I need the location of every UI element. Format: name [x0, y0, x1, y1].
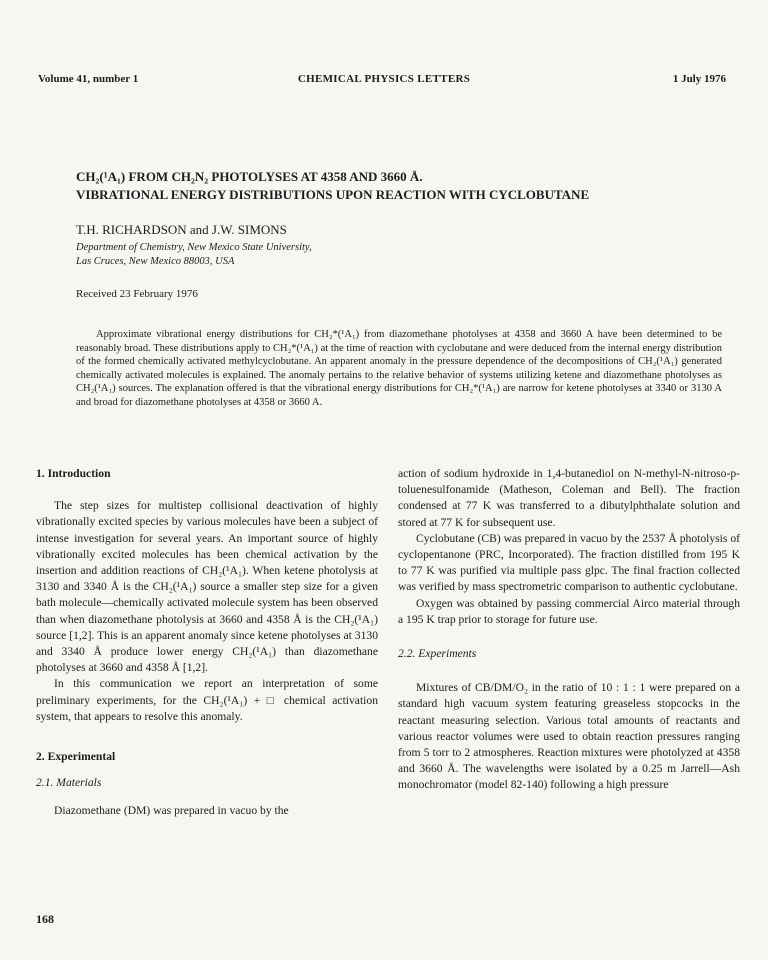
issue-date: 1 July 1976 [672, 73, 726, 85]
right-column [398, 466, 740, 794]
section-heading-introduction: 1. Introduction [36, 467, 111, 480]
affiliation [76, 241, 312, 269]
journal-volume: Volume 41, number 1 [38, 73, 139, 85]
oxygen-paragraph: Oxygen was obtained by passing commercial Airco material through a 195 K trap prior to storage for future use. [398, 596, 740, 626]
materials-paragraph: Diazomethane (DM) was prepared in vacuo by the [54, 804, 289, 818]
subsection-heading-materials: 2.1. Materials [36, 776, 102, 790]
received-date: Received 23 February 1976 [76, 288, 198, 300]
title-line-1: CH₂(¹A₁) FROM CH₂N₂ PHOTOLYSES AT 4358 AND 3660 Å. [76, 169, 423, 184]
affiliation-line-2: Las Cruces, New Mexico 88003, USA [76, 256, 235, 267]
subsection-heading-experiments: 2.2. Experiments [398, 647, 477, 661]
intro-paragraph-2: In this communication we report an interpretation of some preliminary experiments, for the CH₂(¹A₁) + □ chemical activation system, that appears to resolve this anomaly. [36, 677, 378, 723]
intro-paragraph-1: The step sizes for multistep collisional deactivation of highly vibrationally excited species by various molecules have been a subject of intense investigation for several years. An important source of highly vibrationally excited molecules has been chemical activation by the insertion and addition reactions of CH₂(¹A₁). When ketene photolysis at 3130 and 3340 Å is the CH₂(¹A₁) source a smaller step size for a given bath molecule—chemically activated molecule system has been observed than when diazomethane photolysis at 3660 and 4358 Å is the CH₂(¹A₁) source [1,2]. This is an apparent anomaly since ketene photolyses at 3130 and 3340 Å produce lower energy CH₂(¹A₁) than diazomethane photolyses at 3660 and 4358 Å [1,2]. [36, 499, 378, 675]
title-line-2: VIBRATIONAL ENERGY DISTRIBUTIONS UPON REACTION WITH CYCLOBUTANE [76, 187, 590, 202]
article-title [76, 168, 716, 204]
page-number: 168 [36, 912, 54, 926]
left-column [36, 466, 378, 820]
materials-continued-paragraph: action of sodium hydroxide in 1,4-butanediol on N-methyl-N-nitroso-p-toluenesulfonamide (Matheson, Coleman and Bell). The fraction condensed at 77 K was transferred to a dibutylphthalate solution and stored at 77 K for subsequent use. [398, 467, 740, 529]
affiliation-line-1: Department of Chemistry, New Mexico State University, [76, 242, 312, 253]
experiments-paragraph: Mixtures of CB/DM/O₂ in the ratio of 10 : 1 : 1 were prepared on a standard high vacuum system featuring greaseless stopcocks in the reactant measuring selection. Various total amounts of reactants and various reactor volumes were used to obtain reaction pressures ranging from 5 torr to 2 atmospheres. Reaction mixtures were photolyzed at 4358 and 3660 Å. The wavelengths were isolated by a 0.25 m Jarrell—Ash monochromator (model 82-140) following a high pressure [398, 681, 740, 792]
section-heading-experimental: 2. Experimental [36, 750, 116, 764]
authors: T.H. RICHARDSON and J.W. SIMONS [76, 222, 287, 237]
cyclobutane-paragraph: Cyclobutane (CB) was prepared in vacuo by the 2537 Å photolysis of cyclopentanone (PRC, Incorporated). The fraction distilled from 195 K to 77 K was purified via multiple pass glpc. The final fraction collected was verified by mass spectrometric comparison to authentic cyclobutane. [398, 531, 740, 594]
journal-name: CHEMICAL PHYSICS LETTERS [297, 73, 471, 85]
abstract: Approximate vibrational energy distributions for CH₂*(¹A₁) from diazomethane photolyses at 4358 and 3660 A have been determined to be reasonably broad. These distributions apply to CH₂*(¹A₁) at the time of reaction with cyclobutane and were deduced from the internal energy distribution of the formed chemically activated methylcyclobutane. An apparent anomaly in the pressure dependence of the decompositions of CH₂(¹A₁) generated chemically activated molecules is explained. The anomaly pertains to the relative behavior of systems utilizing ketene and diazomethane photolyses as CH₂(¹A₁) sources. The explanation offered is that the vibrational energy distributions for CH₂*(¹A₁) are narrow for ketene photolyses at 3340 or 3130 A and broad for diazomethane photolyses at 4358 or 3660 A. [76, 329, 722, 408]
